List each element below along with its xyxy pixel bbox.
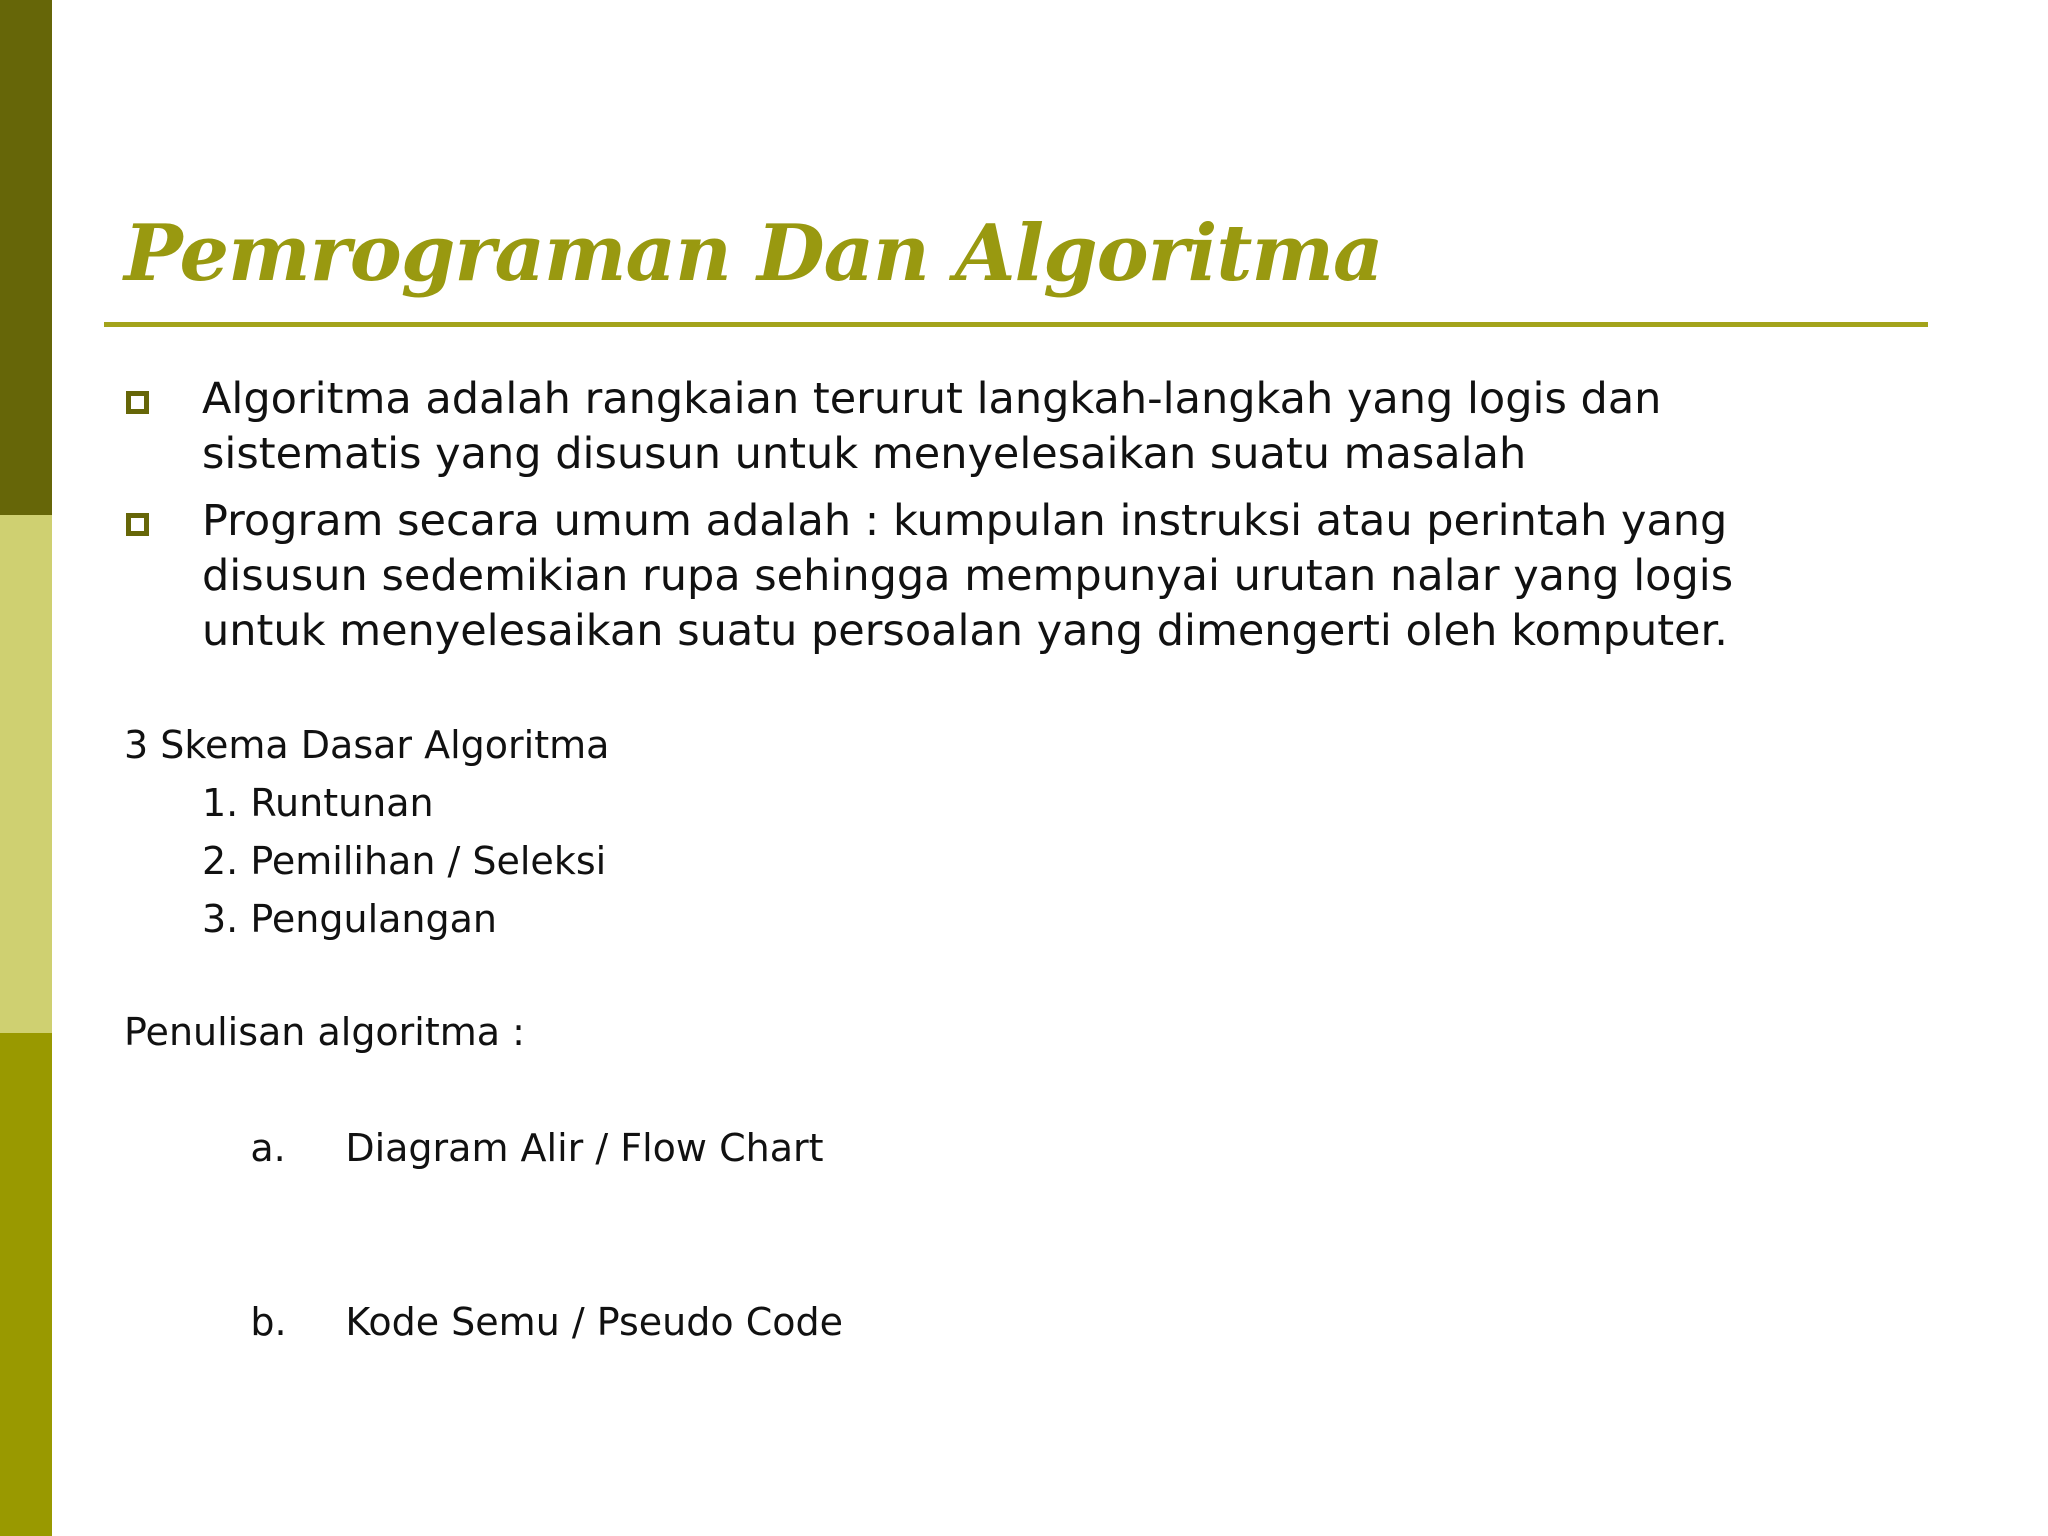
bullet-item-program	[124, 494, 1884, 659]
list-marker: b.	[250, 1300, 287, 1344]
sidebar-band-bottom	[0, 1033, 52, 1536]
list-marker: a.	[250, 1126, 286, 1170]
sidebar-band-middle	[0, 515, 52, 1033]
penulisan-section	[124, 1003, 843, 1409]
skema-item: 3. Pengulangan	[202, 897, 497, 941]
hollow-square-bullet-icon	[126, 391, 149, 414]
penulisan-item	[124, 1061, 843, 1235]
title-underline	[104, 322, 1928, 327]
bullet-text: Program secara umum adalah : kumpulan instruksi atau perintah yang disusun sedemikian rupa sehingga mempunyai urutan nalar yang logis untuk menyelesaikan suatu persoalan yang dimengerti oleh komputer.	[202, 496, 1734, 656]
skema-section	[124, 716, 609, 948]
skema-item: 2. Pemilihan / Seleksi	[202, 839, 607, 883]
penulisan-heading: Penulisan algoritma :	[124, 1010, 525, 1054]
bullet-text: Algoritma adalah rangkaian terurut langkah-langkah yang logis dan sistematis yang disusun untuk menyelesaikan suatu masalah	[202, 374, 1662, 479]
slide-title: Pemrograman Dan Algoritma	[124, 208, 1383, 299]
skema-heading: 3 Skema Dasar Algoritma	[124, 723, 610, 767]
sidebar-band-top	[0, 0, 52, 515]
hollow-square-bullet-icon	[126, 513, 149, 536]
skema-item: 1. Runtunan	[202, 781, 434, 825]
penulisan-item	[124, 1235, 843, 1409]
penulisan-item-text: Diagram Alir / Flow Chart	[345, 1126, 824, 1170]
penulisan-item-text: Kode Semu / Pseudo Code	[345, 1300, 843, 1344]
bullet-list	[124, 372, 1884, 671]
bullet-item-algoritma	[124, 372, 1884, 482]
